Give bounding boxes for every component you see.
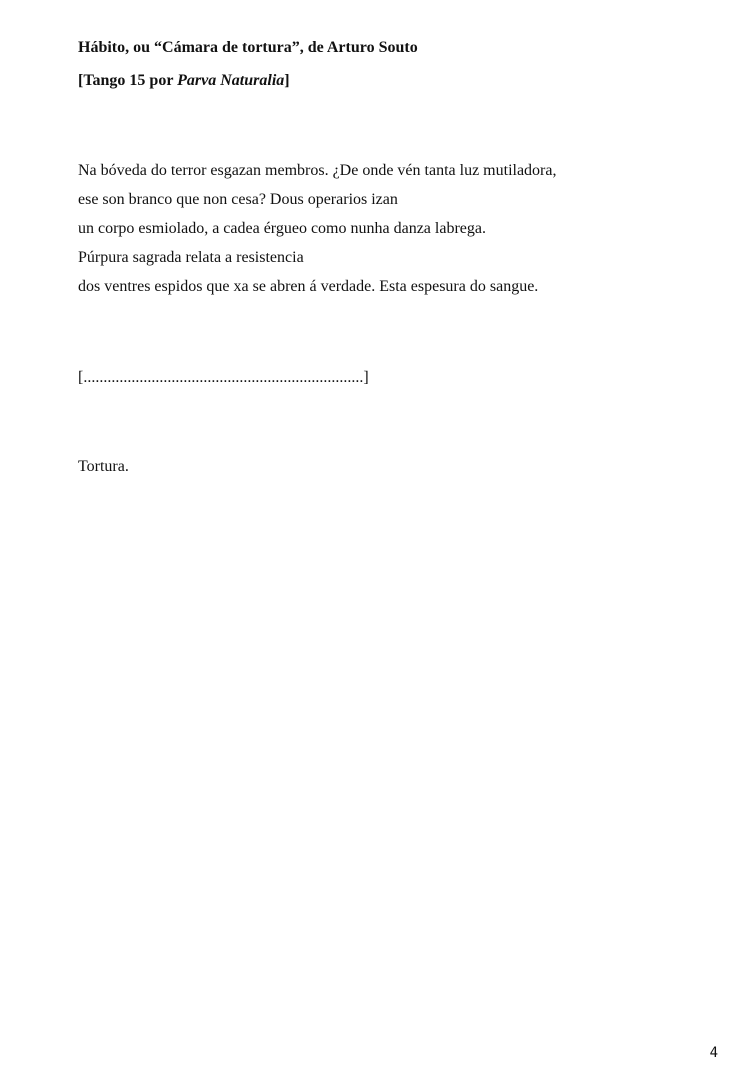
document-subtitle (78, 71, 290, 91)
closing-word: Tortura. (78, 458, 129, 475)
poem-stanza (78, 156, 556, 301)
subtitle-work-title: Parva Naturalia (177, 72, 285, 89)
poem-line: un corpo esmiolado, a cadea érgueo como nunha danza labrega. (78, 220, 486, 237)
document-title: Hábito, ou “Cámara de tortura”, de Arturo Souto (78, 39, 418, 56)
poem-line: Púrpura sagrada relata a resistencia (78, 249, 304, 266)
page-number: 4 (709, 1045, 718, 1061)
omission-marker: [......................................................................] (78, 369, 369, 386)
poem-line: Na bóveda do terror esgazan membros. ¿De onde vén tanta luz mutiladora, (78, 162, 557, 179)
poem-line: ese son branco que non cesa? Dous operarios izan (78, 191, 398, 208)
poem-line: dos ventres espidos que xa se abren á verdade. Esta espesura do sangue. (78, 278, 539, 295)
subtitle-prefix: [Tango 15 por (78, 72, 178, 89)
subtitle-suffix: ] (284, 72, 290, 89)
